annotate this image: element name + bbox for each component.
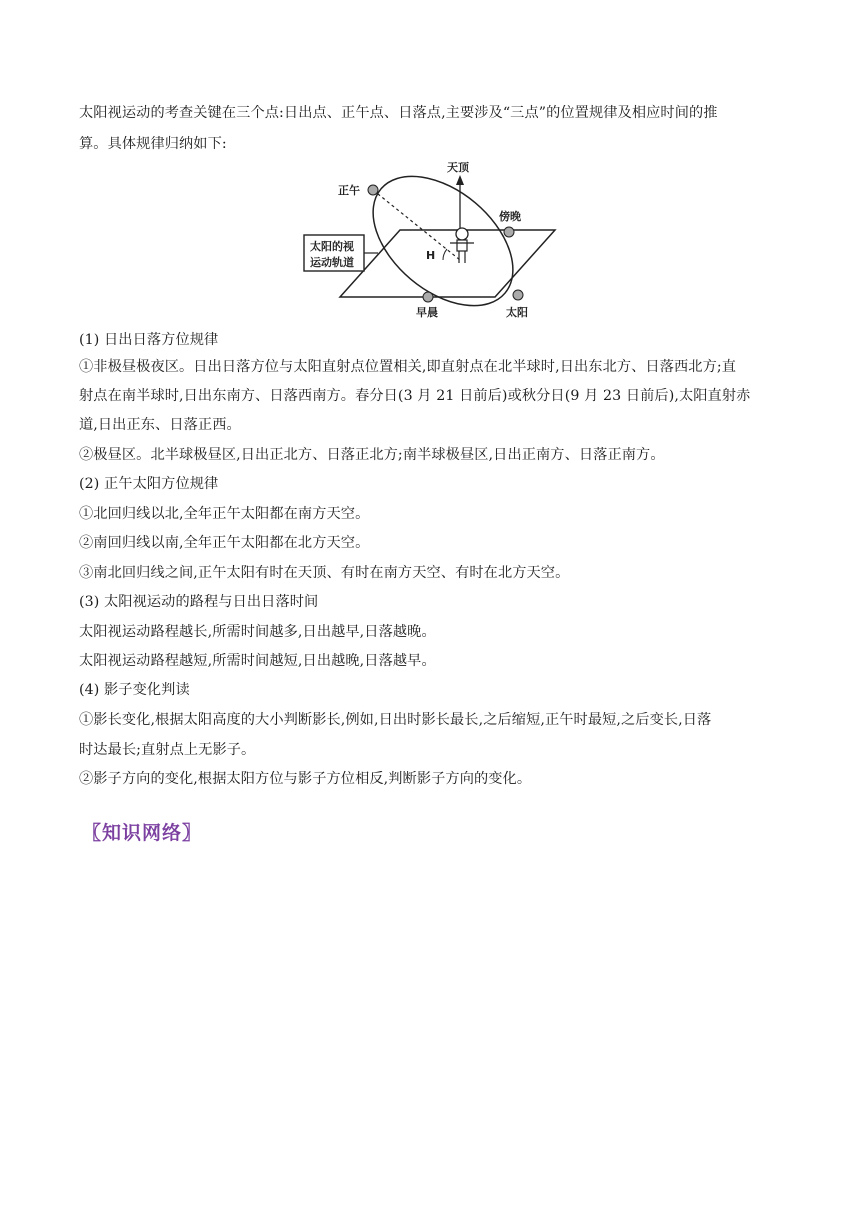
section-1-para-1-line-1: ①非极昼极夜区。日出日落方位与太阳直射点位置相关,即直射点在北半球时,日出东北方、日落西北方;直 bbox=[79, 359, 737, 375]
section-2-para-3: ③南北回归线之间,正午太阳有时在天顶、有时在南方天空、有时在北方天空。 bbox=[79, 565, 570, 581]
sun-orbit bbox=[349, 158, 537, 323]
sun-path-svg bbox=[300, 158, 560, 323]
box-label-line-1: 太阳的视 bbox=[310, 240, 354, 253]
sun-path-diagram bbox=[300, 158, 560, 323]
sun-label: 太阳 bbox=[506, 306, 528, 319]
section-2-para-2: ②南回归线以南,全年正午太阳都在北方天空。 bbox=[79, 535, 370, 551]
section-3-para-2: 太阳视运动路程越短,所需时间越短,日出越晚,日落越早。 bbox=[79, 653, 436, 669]
section-4-title: (4) 影子变化判读 bbox=[79, 682, 190, 698]
section-2-para-1: ①北回归线以北,全年正午太阳都在南方天空。 bbox=[79, 506, 370, 522]
morning-label: 早晨 bbox=[416, 306, 438, 319]
intro-line-2: 算。具体规律归纳如下: bbox=[79, 136, 227, 152]
legend-sun bbox=[513, 290, 523, 300]
section-1-para-2: ②极昼区。北半球极昼区,日出正北方、日落正北方;南半球极昼区,日出正南方、日落正南方。 bbox=[79, 447, 665, 463]
angle-label: H bbox=[426, 249, 436, 262]
morning-sun bbox=[423, 292, 433, 302]
box-label-line-2: 运动轨道 bbox=[310, 256, 354, 269]
noon-label: 正午 bbox=[338, 184, 360, 197]
observer-figure bbox=[450, 228, 474, 263]
section-4-para-2: ②影子方向的变化,根据太阳方位与影子方位相反,判断影子方向的变化。 bbox=[79, 771, 532, 787]
intro-line-1: 太阳视运动的考查关键在三个点:日出点、正午点、日落点,主要涉及“三点”的位置规律及相应时间的推 bbox=[79, 105, 718, 121]
zenith-arrow bbox=[456, 175, 464, 185]
noon-sun bbox=[368, 185, 378, 195]
ground-plane bbox=[340, 230, 555, 297]
section-3-para-1: 太阳视运动路程越长,所需时间越多,日出越早,日落越晚。 bbox=[79, 624, 436, 640]
section-1-title: (1) 日出日落方位规律 bbox=[79, 332, 219, 348]
zenith-label: 天顶 bbox=[447, 161, 469, 174]
section-1-para-1-line-3: 道,日出正东、日落正西。 bbox=[79, 417, 241, 433]
dusk-sun bbox=[504, 227, 514, 237]
dusk-label: 傍晚 bbox=[499, 210, 521, 223]
knowledge-network-heading: 〖知识网络〗 bbox=[82, 822, 203, 844]
section-1-para-1-line-2: 射点在南半球时,日出东南方、日落西南方。春分日(3 月 21 日前后)或秋分日(9 月 23 日前后),太阳直射赤 bbox=[79, 388, 751, 404]
section-4-para-1-line-2: 时达最长;直射点上无影子。 bbox=[79, 742, 256, 758]
section-3-title: (3) 太阳视运动的路程与日出日落时间 bbox=[79, 594, 319, 610]
angle-arc bbox=[443, 249, 447, 260]
section-2-title: (2) 正午太阳方位规律 bbox=[79, 476, 219, 492]
section-4-para-1-line-1: ①影长变化,根据太阳高度的大小判断影长,例如,日出时影长最长,之后缩短,正午时最短,之后变长,日落 bbox=[79, 712, 712, 728]
